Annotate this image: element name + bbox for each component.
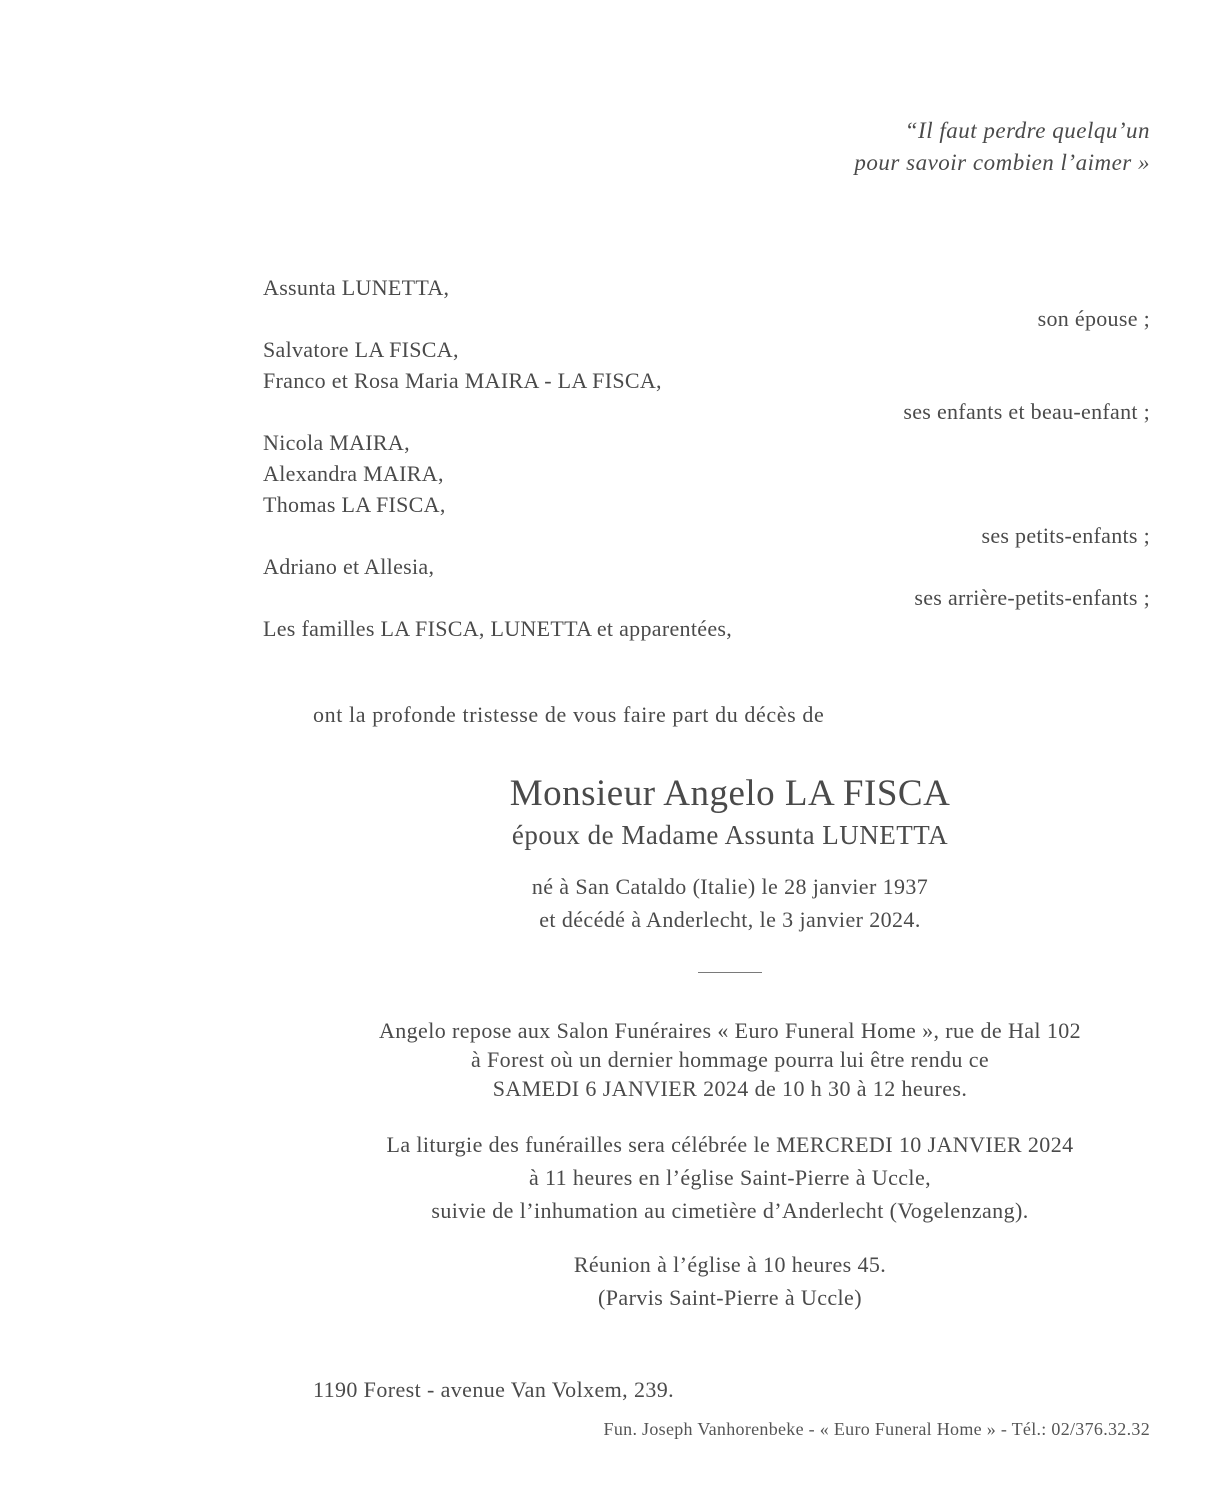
deceased-spouse-of: époux de Madame Assunta LUNETTA: [511, 820, 949, 850]
grandchild-name-2: Alexandra MAIRA,: [263, 461, 444, 486]
quote-line-1: “Il faut perdre quelqu’un: [904, 118, 1150, 143]
meeting-line-2: (Parvis Saint-Pierre à Uccle): [598, 1285, 862, 1310]
visitation-line-2: à Forest où un dernier hommage pourra lui être rendu ce: [470, 1047, 990, 1072]
deceased-name: Monsieur Angelo LA FISCA: [509, 773, 951, 814]
grandchild-name-1: Nicola MAIRA,: [263, 430, 410, 455]
quote-line-2: pour savoir combien l’aimer »: [854, 150, 1150, 175]
family-address: 1190 Forest - avenue Van Volxem, 239.: [313, 1377, 675, 1402]
extended-families: Les familles LA FISCA, LUNETTA et apparentées,: [263, 616, 733, 641]
children-relation: ses enfants et beau-enfant ;: [903, 399, 1150, 424]
child-name-2: Franco et Rosa Maria MAIRA - LA FISCA,: [263, 368, 662, 393]
visitation-line-1: Angelo repose aux Salon Funéraires « Euro Funeral Home », rue de Hal 102: [378, 1018, 1082, 1043]
birth-line: né à San Cataldo (Italie) le 28 janvier 1937: [531, 874, 929, 899]
visitation-line-3: SAMEDI 6 JANVIER 2024 de 10 h 30 à 12 heures.: [492, 1076, 968, 1101]
separator-line: [698, 972, 762, 973]
funeral-home-footer: Fun. Joseph Vanhorenbeke - « Euro Funeral Home » - Tél.: 02/376.32.32: [603, 1419, 1150, 1439]
death-line: et décédé à Anderlecht, le 3 janvier 2024.: [539, 907, 921, 932]
spouse-name: Assunta LUNETTA,: [263, 275, 450, 300]
meeting-line-1: Réunion à l’église à 10 heures 45.: [573, 1252, 887, 1277]
funeral-line-3: suivie de l’inhumation au cimetière d’Anderlecht (Vogelenzang).: [431, 1198, 1029, 1223]
grandchild-name-3: Thomas LA FISCA,: [263, 492, 446, 517]
funeral-line-2: à 11 heures en l’église Saint-Pierre à Uccle,: [528, 1165, 932, 1190]
funeral-line-1: La liturgie des funérailles sera célébrée le MERCREDI 10 JANVIER 2024: [386, 1132, 1074, 1157]
child-name-1: Salvatore LA FISCA,: [263, 337, 459, 362]
great-grandchildren-names: Adriano et Allesia,: [263, 554, 435, 579]
great-grandchildren-relation: ses arrière-petits-enfants ;: [914, 585, 1150, 610]
spouse-relation: son épouse ;: [1037, 306, 1150, 331]
announcement-intro: ont la profonde tristesse de vous faire part du décès de: [313, 702, 825, 727]
grandchildren-relation: ses petits-enfants ;: [981, 523, 1150, 548]
